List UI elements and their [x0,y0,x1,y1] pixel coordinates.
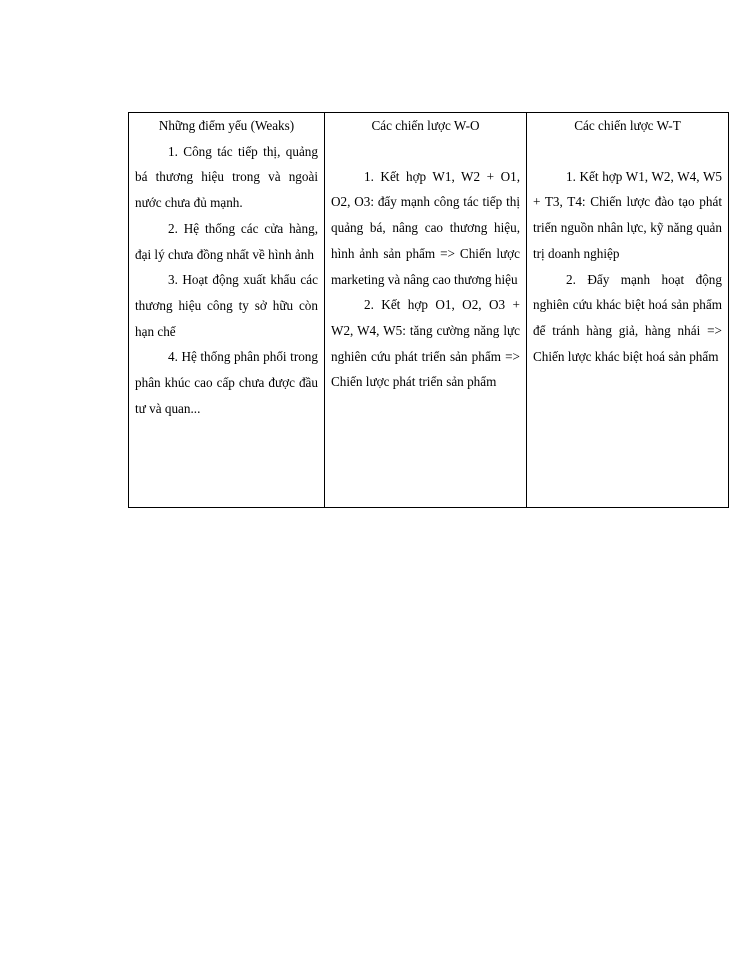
weakness-item: 1. Công tác tiếp thị, quảng bá thương hiệu trong và ngoài nước chưa đủ mạnh. [135,143,318,211]
wt-strategy-item: 2. Đẩy mạnh hoạt động nghiên cứu khác biệt hoá sản phẩm để tránh hàng giả, hàng nhái => Chiến lược khác biệt hoá sản phẩm [533,271,722,364]
wo-strategies-cell [325,113,527,508]
weakness-item: 2. Hệ thống các cửa hàng, đại lý chưa đồng nhất về hình ảnh [135,220,318,262]
weakness-item: 3. Hoạt động xuất khẩu các thương hiệu công ty sở hữu còn hạn chế [135,272,318,339]
wo-strategies-header: Các chiến lược W-O [371,118,480,133]
wt-strategy-item: 1. Kết hợp W1, W2, W4, W5 + T3, T4: Chiến lược đào tạo phát triển nguồn nhân lực, kỹ năng quản trị doanh nghiệp [533,168,722,261]
wt-strategies-header: Các chiến lược W-T [574,118,681,133]
weaknesses-header: Những điểm yếu (Weaks) [158,118,295,133]
weaknesses-cell [129,113,325,508]
swot-wo-wt-table [128,112,729,508]
weakness-item: 4. Hệ thống phân phối trong phân khúc cao cấp chưa được đầu tư và quan... [135,349,318,416]
wo-strategy-item: 2. Kết hợp O1, O2, O3 + W2, W4, W5: tăng cường năng lực nghiên cứu phát triển sản phẩm => Chiến lược phát triển sản phẩm [331,297,520,390]
table-row [129,113,729,508]
wt-strategies-cell [527,113,729,508]
wo-strategy-item: 1. Kết hợp W1, W2 + O1, O2, O3: đẩy mạnh công tác tiếp thị quảng bá, nâng cao thương hiệu, hình ảnh sản phẩm => Chiến lược marketing và nâng cao thương hiệu [331,168,520,287]
